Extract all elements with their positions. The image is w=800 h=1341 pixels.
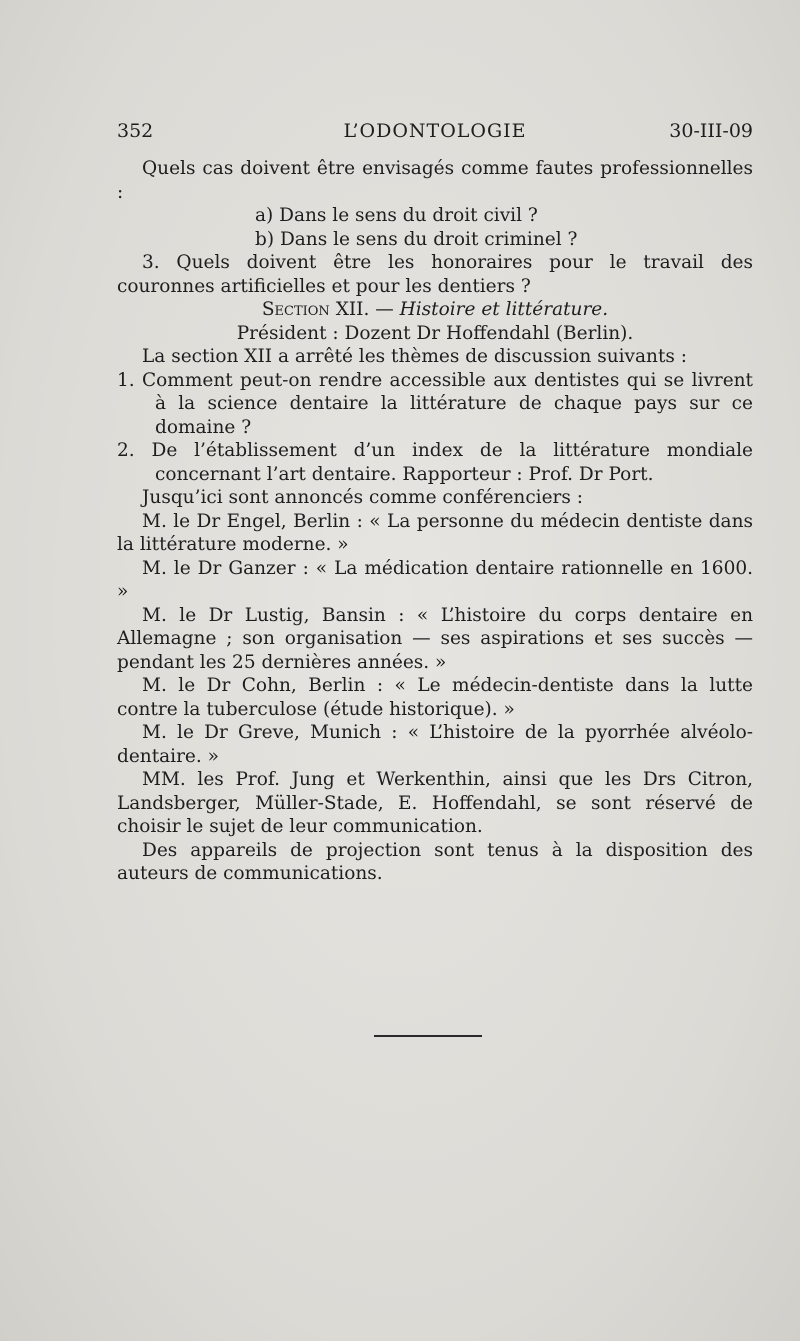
speaker-lustig: M. le Dr Lustig, Bansin : « L’histoire du corps dentaire en Allemagne ; son organisation — ses aspirations et ses succès — pendant les 25 dernières années. » (117, 604, 753, 673)
end-rule (374, 1035, 482, 1037)
page-body (117, 157, 753, 886)
section-dash: — (369, 299, 400, 320)
speakers-reserved: MM. les Prof. Jung et Werkenthin, ainsi que les Drs Citron, Landsberger, Müller-Stade, E. Hoffendahl, se sont réservé de choisir le sujet de leur communication. (117, 769, 753, 837)
speakers-intro: Jusqu’ici sont annoncés comme conférenciers : (142, 487, 584, 508)
running-header (117, 120, 753, 150)
section-title: Histoire et littérature. (399, 299, 609, 320)
sub-item-a: a) Dans le sens du droit civil ? (255, 205, 538, 226)
speaker-engel: M. le Dr Engel, Berlin : « La personne du médecin dentiste dans la littérature moderne. » (117, 510, 753, 555)
theme-item-2: 2. De l’établissement d’un index de la littérature mondiale concernant l’art dentaire. Rapporteur : Prof. Dr Port. (117, 440, 753, 485)
page-number: 352 (117, 120, 154, 142)
speaker-cohn: M. le Dr Cohn, Berlin : « Le médecin-dentiste dans la lutte contre la tuberculose (étude historique). » (117, 675, 753, 720)
section-label: Section XII. (261, 299, 370, 320)
closing-paragraph: Des appareils de projection sont tenus à la disposition des auteurs de communications. (117, 839, 753, 884)
theme-item-1: 1. Comment peut-on rendre accessible aux dentistes qui se livrent à la science dentaire la littérature de chaque pays sur ce domaine ? (117, 369, 753, 438)
section-president: Président : Dozent Dr Hoffendahl (Berlin). (236, 322, 634, 344)
speaker-ganzer: M. le Dr Ganzer : « La médication dentaire rationnelle en 1600. » (117, 557, 753, 602)
journal-title: L’ODONTOLOGIE (343, 120, 527, 142)
paragraph-question-3: 3. Quels doivent être les honoraires pour le travail des couronnes artificielles et pour les dentiers ? (117, 252, 753, 297)
speaker-greve: M. le Dr Greve, Munich : « L’histoire de la pyorrhée alvéolo-dentaire. » (117, 722, 753, 767)
sub-item-b: b) Dans le sens du droit criminel ? (255, 228, 578, 250)
section-heading (117, 298, 753, 322)
issue-date: 30-III-09 (669, 120, 753, 142)
themes-intro: La section XII a arrêté les thèmes de discussion suivants : (142, 346, 687, 367)
paragraph-question-2: Quels cas doivent être envisagés comme fautes professionnelles : (117, 158, 753, 203)
